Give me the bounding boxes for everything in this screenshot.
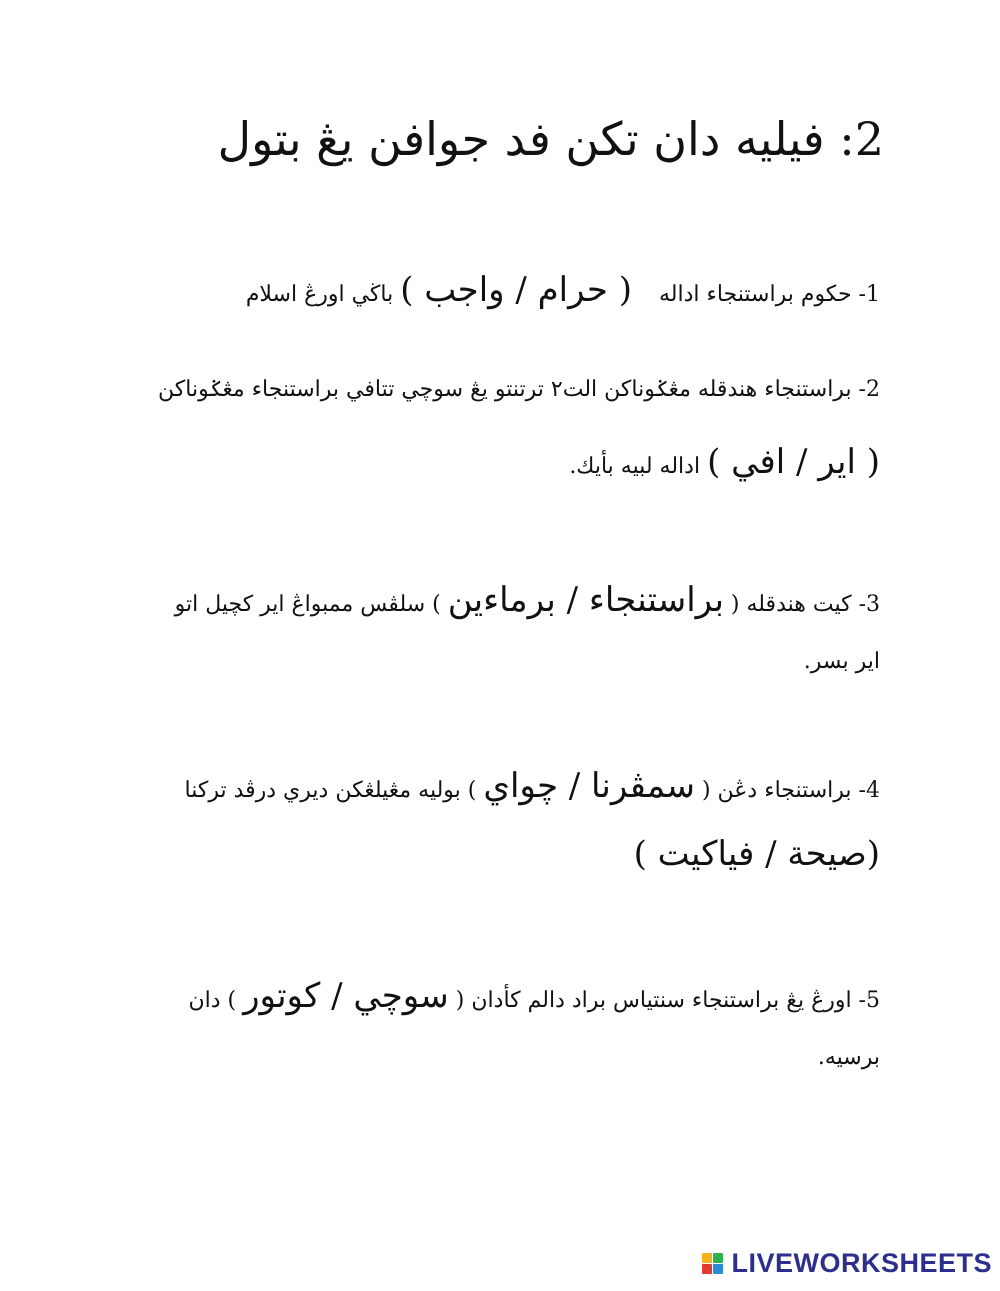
question-3-line-1 [175,578,880,622]
question-1-text-end: باڬي اورڠ اسلام [245,282,394,307]
question-4-line-1 [185,764,881,808]
question-5-line-1 [188,974,880,1018]
question-4-line-2[interactable]: (صيحة / فياکيت ) [633,834,880,874]
question-5-text: 5- اورڠ يڠ براستنجاء سنتياس براد دالم کأدان ( [455,988,880,1013]
question-3-text-end: ) سلڤس ممبواڠ اير کچيل اتو [174,592,441,617]
question-1 [246,268,880,312]
question-4-text: 4- براستنجاء دڠن ( [701,778,880,803]
liveworksheets-logo-icon [702,1253,723,1274]
liveworksheets-logo [702,1248,992,1279]
question-5-line-2: برسيه. [817,1045,880,1070]
question-2-line-2 [569,440,880,484]
question-4-text-end: ) بوليه مڠيلڠکن ديري درڤد ترکنا [184,778,477,803]
question-2-line-1: 2- براستنجاء هندقله مڠݢوناکن الت٢ ترتنتو يڠ سوچي تتافي براستنجاء مڠݢوناکن [158,377,880,402]
question-1-text: 1- حکوم براستنجاء اداله [658,282,880,307]
worksheet-title: 2: فيليه دان تكن فد جوافن يڠ بتول [217,112,884,166]
question-2-text-end: اداله لبيه بأيك. [569,454,701,479]
question-5-options[interactable]: سوچي / کوتور [243,976,449,1016]
question-5-text-end: ) دان [188,988,237,1013]
question-3-text: 3- کيت هندقله ( [730,592,880,617]
liveworksheets-brand-text: LIVEWORKSHEETS [731,1248,992,1278]
question-4-options[interactable]: سمڤرنا / چواي [483,766,695,806]
question-3-options[interactable]: براستنجاء / برماءين [447,580,724,620]
question-3-line-2: اير بسر. [803,649,880,674]
question-1-options[interactable]: ( حرام / واجب ) [400,270,632,310]
question-2-options[interactable]: ( اير / افي ) [707,442,880,482]
